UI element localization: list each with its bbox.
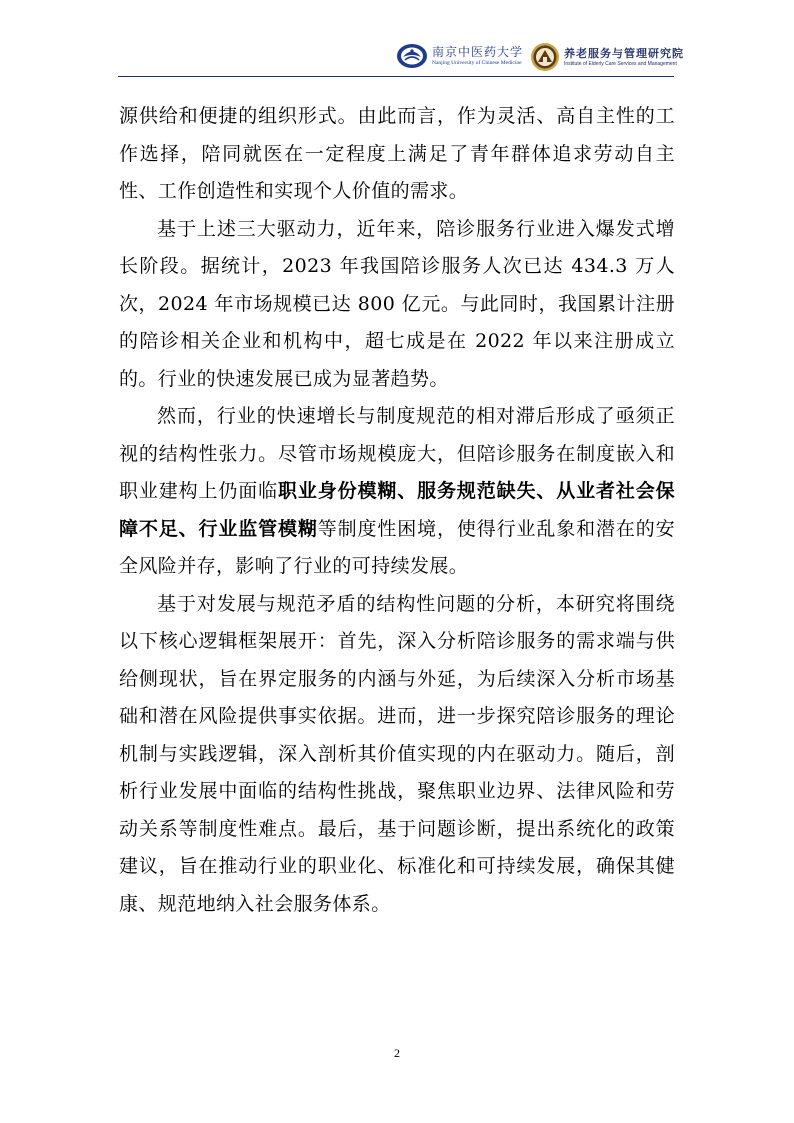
paragraph-3-tail: 等制度性困境，使得行业乱象和潜在的安全风险并存，影响了行业的可持续发展。 <box>119 517 675 577</box>
institute-emblem-icon <box>530 42 560 72</box>
paragraph-4: 基于对发展与规范矛盾的结构性问题的分析，本研究将围绕以下核心逻辑框架展开：首先，深入分析陪诊服务的需求端与供给侧现状，旨在界定服务的内涵与外延，为后续深入分析市场基础和潜在风险提供事实依据。进而，进一步探究陪诊服务的理论机制与实践逻辑，深入剖析其价值实现的内在驱动力。随后，剖析行业发展中面临的结构性挑战，聚焦职业边界、法律风险和劳动关系等制度性难点。最后，基于问题诊断，提出系统化的政策建议，旨在推动行业的职业化、标准化和可持续发展，确保其健康、规范地纳入社会服务体系。 <box>119 592 675 915</box>
paragraph-3-lead: 然而，行业的快速增长与制度规范的相对滞后形成了亟须正视的结构性张力。尽管市场规模庞大，但陪诊服务在制度嵌入和职业建构上仍面临 <box>119 405 675 502</box>
page-header <box>118 40 684 78</box>
paragraph-2: 基于上述三大驱动力，近年来，陪诊服务行业进入爆发式增长阶段。据统计，2023 年我国陪诊服务人次已达 434.3 万人次，2024 年市场规模已达 800 亿元。与此同时，我国累计注册的陪诊相关企业和机构中，超七成是在 2022 年以来注册成立的。行业的快速发展已成为显著趋势。 <box>119 217 675 390</box>
institute-logo <box>530 42 684 72</box>
paragraph-1: 源供给和便捷的组织形式。由此而言，作为灵活、高自主性的工作选择，陪同就医在一定程度上满足了青年群体追求劳动自主性、工作创造性和实现个人价值的需求。 <box>119 105 675 202</box>
paragraph-3-emphasis: 职业身份模糊、服务规范缺失、从业者社会保障不足、行业监管模糊 <box>119 480 675 540</box>
university-name-en: Nanjing University of Chinese Medicine <box>432 59 522 66</box>
institute-name: 养老服务与管理研究院 <box>564 46 684 60</box>
university-logo <box>396 42 523 70</box>
paragraph-3 <box>119 398 675 586</box>
university-emblem-icon <box>396 42 428 70</box>
institute-name-en: Institute of Elderly Care Services and Management <box>564 60 677 67</box>
document-body <box>119 98 675 923</box>
page-number: 2 <box>394 1046 400 1060</box>
header-divider <box>118 76 674 77</box>
university-name: 南京中医药大学 <box>432 44 524 59</box>
